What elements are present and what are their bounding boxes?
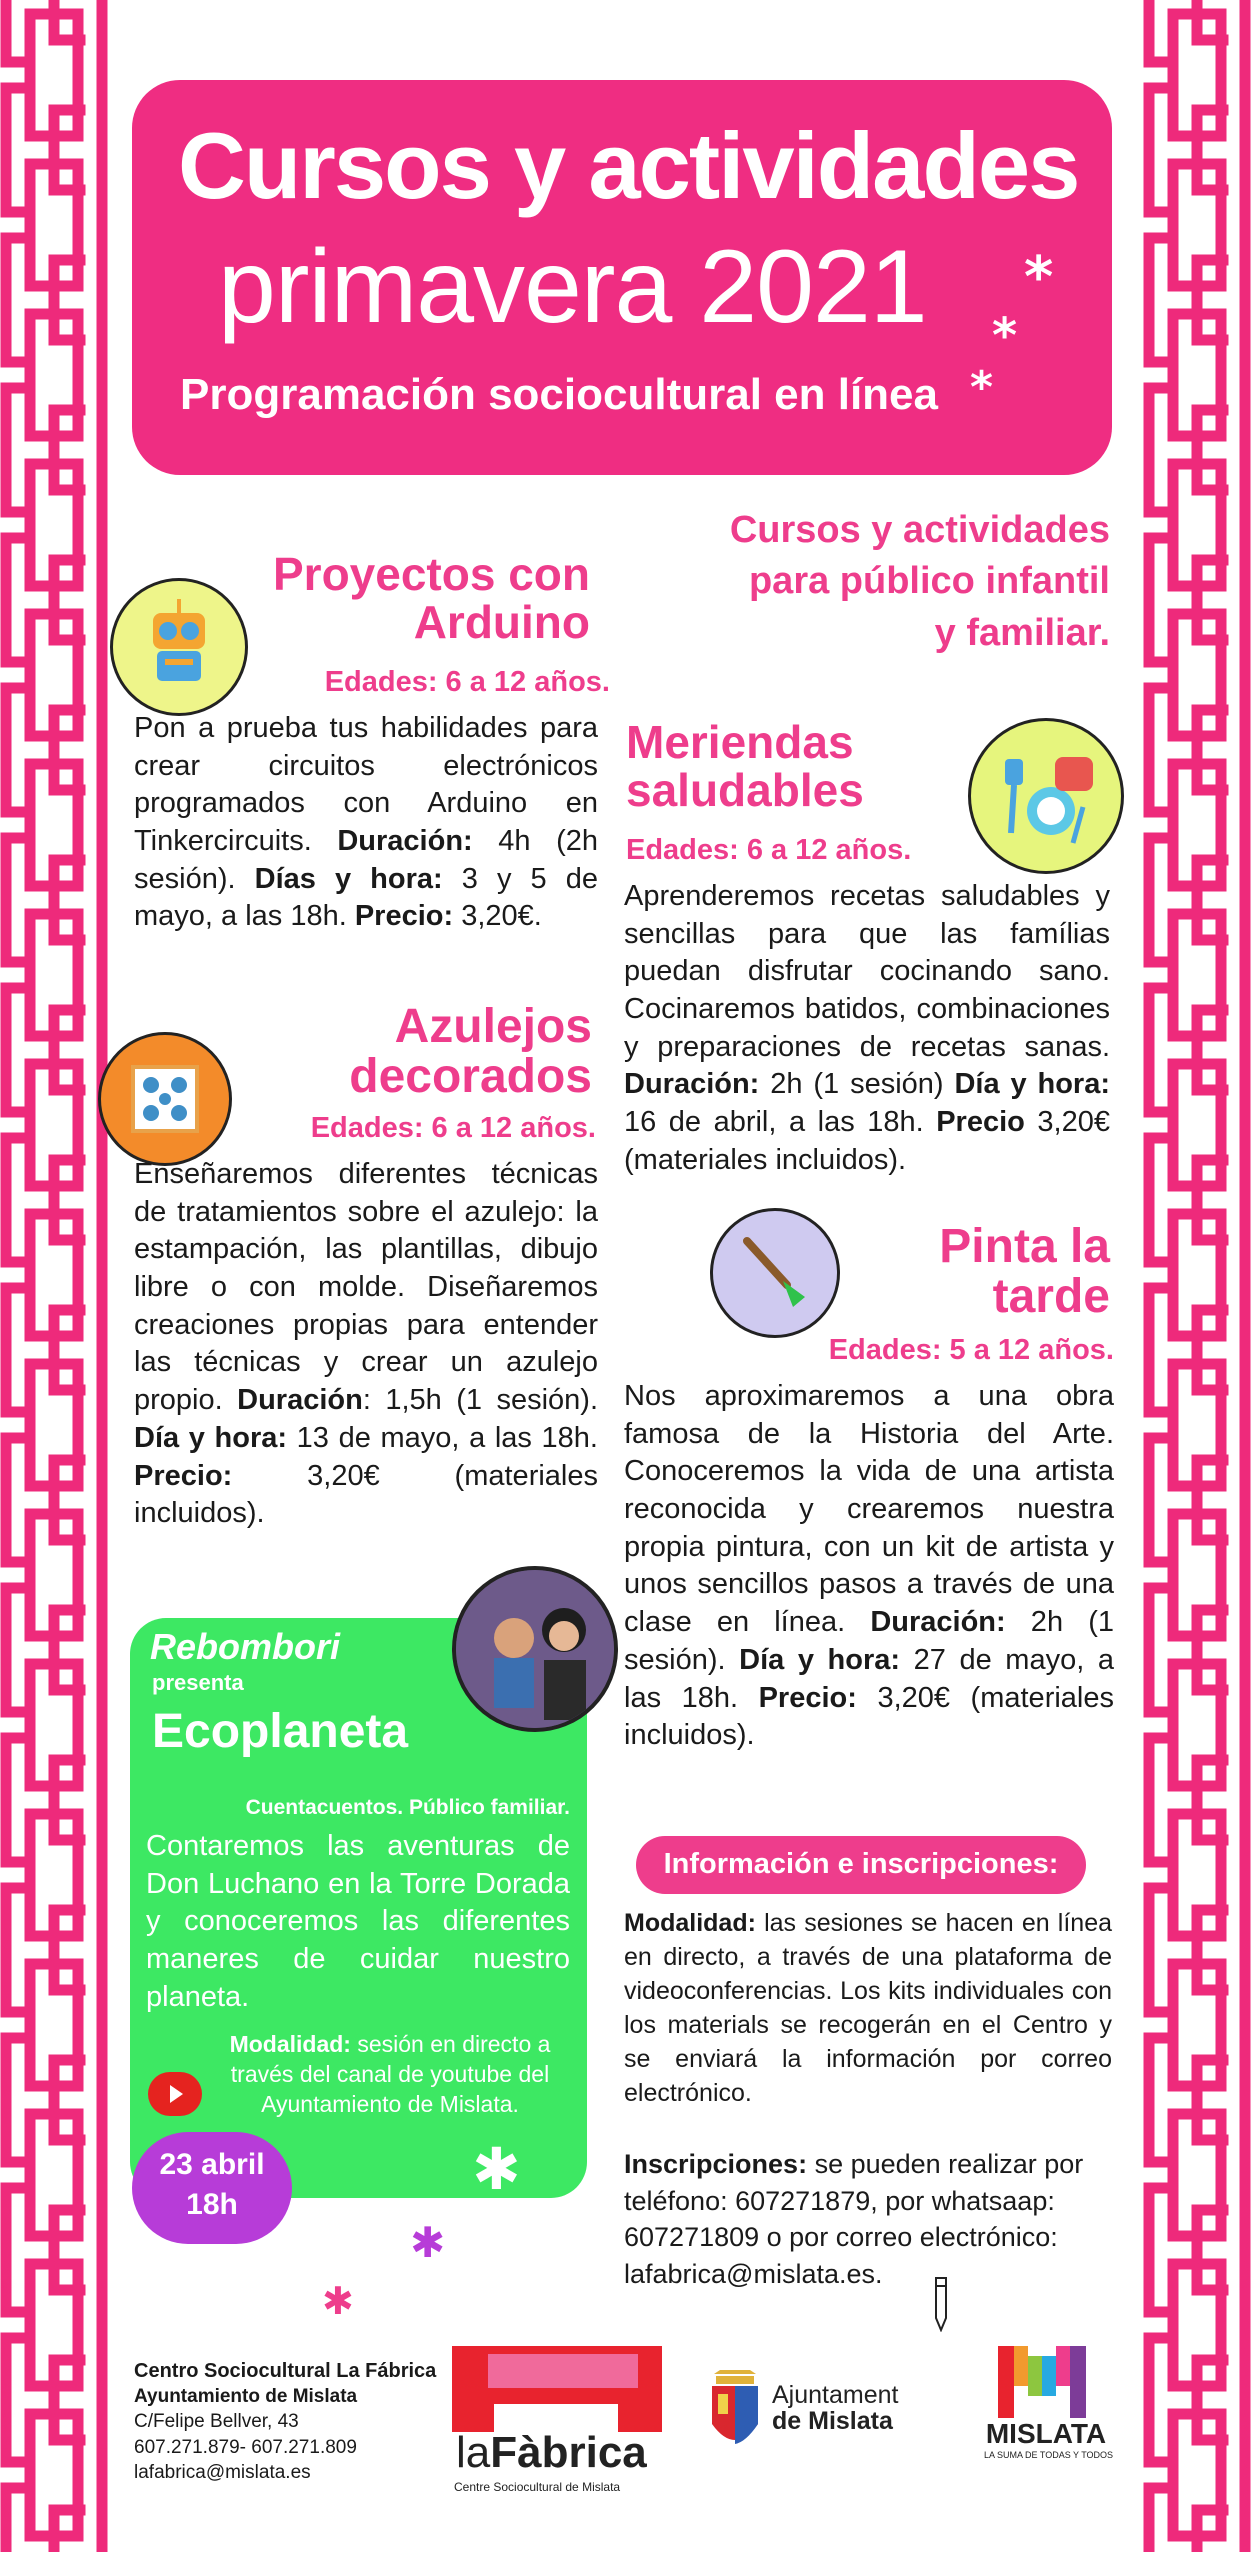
date-badge bbox=[132, 2132, 292, 2244]
info-pill bbox=[636, 1836, 1086, 1894]
right-pattern-border bbox=[1143, 0, 1253, 2552]
ecoplaneta-title: Ecoplaneta bbox=[152, 1705, 409, 1758]
star-icon: * bbox=[1024, 245, 1054, 310]
meriendas-title-line2: saludables bbox=[626, 764, 864, 817]
ecoplaneta-description: Contaremos las aventuras de Don Luchano en la Torre Dorada y conoceremos las diferentes maneres de cuidar nuestro planeta. bbox=[146, 1830, 570, 2013]
left-pattern-border bbox=[0, 0, 110, 2552]
star-icon: ✱ bbox=[410, 2218, 446, 2267]
date-line1: 23 abril bbox=[159, 2148, 265, 2181]
azulejos-title-line1: Azulejos bbox=[394, 1000, 592, 1053]
azulejos-description: Enseñaremos diferentes técnicas de tratamientos sobre el azulejo: la estampación, las plantillas, dibujo libre o con molde. Diseñaremos creaciones propias para entender las técnicas y crear un azulejo propio. Duración: 1,5h (1 sesión). Día y hora: 13 de mayo, a las 18h. Precio: 3,20€ (materiales incluidos). bbox=[134, 1158, 598, 1530]
ecoplaneta-presenta: presenta bbox=[152, 1670, 244, 1695]
pinta-ages: Edades: 5 a 12 años. bbox=[828, 1334, 1114, 1366]
info-modalidad: Modalidad: las sesiones se hacen en línea en directo, a través de una plataforma de videoconferencias. Los kits individuales con los materials se recogerán en el Centro y se enviará la información por correo electrónico. bbox=[624, 1909, 1112, 2107]
mislata-logo bbox=[984, 2342, 1124, 2462]
performers-photo bbox=[452, 1566, 618, 1732]
date-line2: 18h bbox=[186, 2188, 238, 2221]
intro-line3: y familiar. bbox=[934, 611, 1110, 654]
intro-text bbox=[640, 505, 1110, 659]
ecoplaneta-company: Rebombori bbox=[150, 1626, 341, 1667]
azulejos-title bbox=[240, 1002, 592, 1103]
star-icon: * bbox=[992, 308, 1018, 364]
kitchen-utensils-icon bbox=[968, 718, 1124, 874]
azulejos-title-line2: decorados bbox=[349, 1050, 592, 1104]
mislata-word: MISLATA bbox=[985, 2418, 1107, 2449]
header-banner bbox=[132, 80, 1112, 475]
pinta-description: Nos aproximaremos a una obra famosa de la Historia del Arte. Conoceremos la vida de una artista reconocida y crearemos nuestra propia pintura, con un kit de artista y unos sencillos pasos a través de una clase en línea. Duración: 2h (1 sesión). Día y hora: 27 de mayo, a las 18h. Precio: 3,20€ (materiales incluidos). bbox=[624, 1380, 1114, 1752]
info-inscripciones: Inscripciones: se pueden realizar por teléfono: 607271879, por whatsaap: 607271809 o por correo electrónico: lafabrica@mislata.es. bbox=[624, 2149, 1084, 2290]
footer-email[interactable]: lafabrica@mislata.es bbox=[134, 2461, 311, 2483]
ecoplaneta-modalidad: Modalidad: sesión en directo a través del canal de youtube del Ayuntamiento de Mislata. bbox=[229, 2031, 551, 2117]
star-icon: * bbox=[970, 362, 994, 413]
ajuntament-line1: Ajuntament bbox=[772, 2381, 899, 2409]
mislata-caption: LA SUMA DE TODAS Y TODOS bbox=[984, 2450, 1114, 2460]
la-fabrica-logo bbox=[452, 2346, 662, 2496]
youtube-icon[interactable] bbox=[148, 2072, 202, 2116]
ajuntament-logo-text bbox=[772, 2382, 898, 2435]
arduino-title bbox=[250, 550, 590, 647]
header-subtitle: Programación sociocultural en línea bbox=[180, 370, 938, 419]
coat-of-arms-icon bbox=[706, 2364, 764, 2460]
intro-line2: para público infantil bbox=[748, 560, 1110, 603]
footer-org-sub: Ayuntamiento de Mislata bbox=[134, 2386, 358, 2408]
arduino-ages: Edades: 6 a 12 años. bbox=[324, 666, 610, 698]
la-fabrica-word2: Fàbrica bbox=[490, 2428, 647, 2477]
pinta-title-line2: tarde bbox=[992, 1270, 1110, 1324]
pinta-title bbox=[820, 1222, 1110, 1323]
arduino-description: Pon a prueba tus habilidades para crear circuitos electrónicos programados con Arduino en Tinkercircuits. Duración: 4h (2h sesión). Días y hora: 3 y 5 de mayo, a las 18h. Precio: 3,20€. bbox=[134, 712, 598, 933]
arduino-title-line1: Proyectos con bbox=[273, 548, 590, 600]
footer-phones: 607.271.879- 607.271.809 bbox=[134, 2436, 357, 2458]
arduino-title-line2: Arduino bbox=[413, 596, 590, 649]
star-icon: ✱ bbox=[322, 2279, 354, 2323]
footer-address: C/Felipe Bellver, 43 bbox=[134, 2411, 299, 2433]
pencil-icon bbox=[930, 2276, 952, 2332]
la-fabrica-caption: Centre Sociocultural de Mislata bbox=[454, 2480, 621, 2494]
meriendas-title-line1: Meriendas bbox=[626, 716, 854, 768]
info-pill-label: Información e inscripciones: bbox=[663, 1848, 1059, 1880]
azulejos-ages: Edades: 6 a 12 años. bbox=[310, 1112, 596, 1144]
footer-contact bbox=[134, 2358, 474, 2485]
robot-icon bbox=[110, 578, 248, 716]
footer-org-name: Centro Sociocultural La Fábrica bbox=[134, 2360, 437, 2382]
ajuntament-line2: de Mislata bbox=[772, 2407, 893, 2436]
meriendas-description: Aprenderemos recetas saludables y sencillas para que las famílias puedan disfrutar cocinando sano. Cocinaremos batidos, combinaciones y preparaciones de recetas sanas. Duración: 2h (1 sesión) Día y hora: 16 de abril, a las 18h. Precio 3,20€ (materiales incluidos). bbox=[624, 880, 1110, 1176]
pinta-title-line1: Pinta la bbox=[939, 1220, 1110, 1273]
ecoplaneta-tag: Cuentacuentos. Público familiar. bbox=[245, 1796, 570, 1819]
la-fabrica-word1: la bbox=[456, 2428, 491, 2477]
star-icon: ✱ bbox=[472, 2135, 521, 2203]
tile-icon bbox=[98, 1032, 232, 1166]
header-title-line1: Cursos y actividades bbox=[178, 113, 1079, 218]
intro-line1: Cursos y actividades bbox=[729, 509, 1110, 551]
header-title-line2: primavera 2021 bbox=[218, 229, 927, 345]
meriendas-ages: Edades: 6 a 12 años. bbox=[626, 834, 912, 866]
meriendas-title bbox=[626, 718, 946, 815]
